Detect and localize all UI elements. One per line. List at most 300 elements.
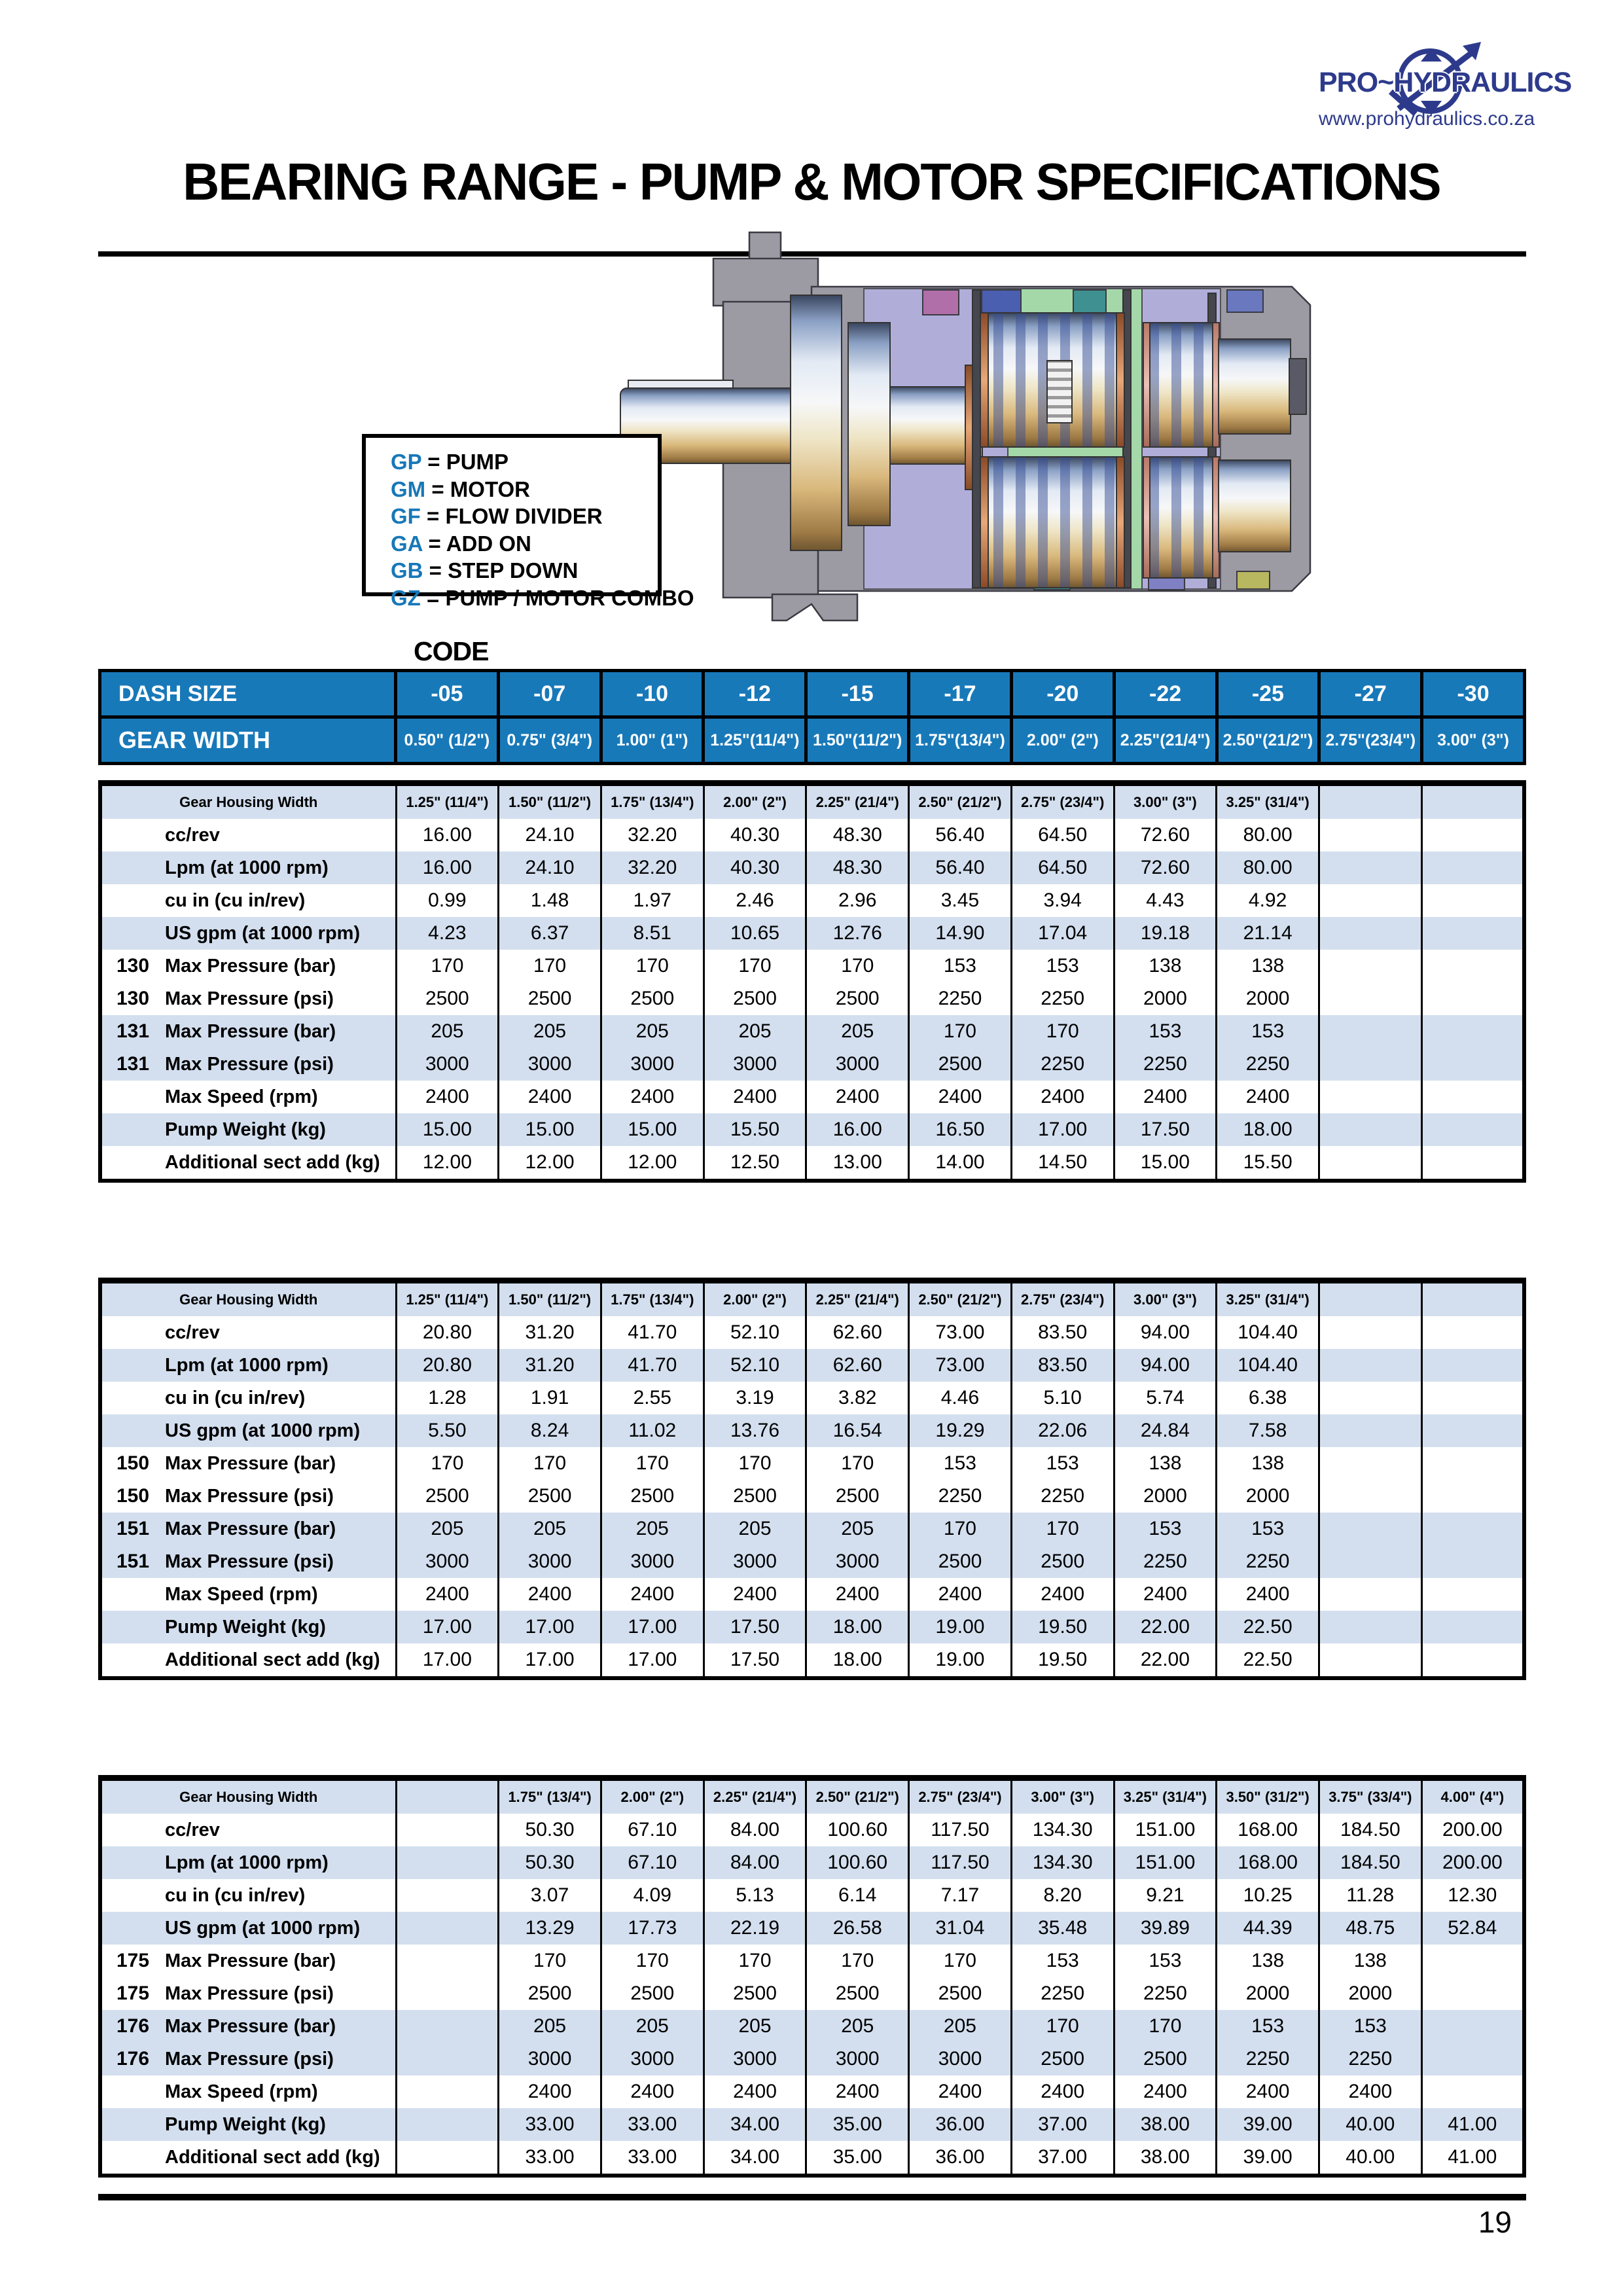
value-cell: 83.50: [1011, 1316, 1114, 1349]
value-cell: [1319, 1015, 1421, 1048]
value-cell: 2400: [909, 2075, 1012, 2108]
row-label: Max Pressure (bar): [165, 956, 336, 977]
row-label: cu in (cu in/rev): [165, 890, 306, 911]
dash-size-row: [100, 671, 1525, 717]
row-label: Max Pressure (psi): [165, 1486, 334, 1507]
value-cell: 3.82: [806, 1382, 909, 1414]
value-cell: [1421, 1015, 1524, 1048]
row-label-cell: [100, 2010, 396, 2043]
value-cell: 2500: [601, 982, 704, 1015]
value-cell: 52.10: [704, 1349, 806, 1382]
value-cell: 138: [1114, 950, 1217, 982]
value-cell: 153: [1319, 2010, 1421, 2043]
value-cell: 19.00: [909, 1611, 1012, 1643]
row-label-cell: [100, 1349, 396, 1382]
value-cell: 151.00: [1114, 1846, 1217, 1879]
value-cell: [1319, 1316, 1421, 1349]
value-cell: [1421, 1316, 1524, 1349]
value-cell: 2000: [1319, 1977, 1421, 2010]
value-cell: 72.60: [1114, 852, 1217, 884]
code-cell: -10: [601, 671, 704, 717]
value-cell: 35.00: [806, 2141, 909, 2176]
model-number: 131: [116, 1053, 150, 1075]
value-cell: 94.00: [1114, 1349, 1217, 1382]
value-cell: 170: [1011, 1513, 1114, 1545]
value-cell: 8.51: [601, 917, 704, 950]
value-cell: 24.84: [1114, 1414, 1217, 1447]
value-cell: 170: [704, 1447, 806, 1480]
spec-row: [100, 1977, 1524, 2010]
value-cell: 9.21: [1114, 1879, 1217, 1912]
row-label: Max Speed (rpm): [165, 2081, 318, 2102]
value-cell: 2500: [704, 1977, 806, 2010]
legend-item-gm: GM = MOTOR: [391, 476, 531, 501]
column-header-cell: 3.00" (3"): [1114, 1281, 1217, 1317]
value-cell: 24.10: [499, 852, 601, 884]
value-cell: 10.25: [1217, 1879, 1319, 1912]
value-cell: 41.70: [601, 1349, 704, 1382]
column-header-cell: 2.75" (23/4"): [1011, 783, 1114, 819]
value-cell: 2000: [1217, 1480, 1319, 1513]
value-cell: [1421, 1643, 1524, 1678]
value-cell: 36.00: [909, 2108, 1012, 2141]
value-cell: 2400: [601, 1081, 704, 1113]
row-label: US gpm (at 1000 rpm): [165, 1420, 361, 1441]
value-cell: 153: [1011, 1447, 1114, 1480]
spec-row: [100, 1349, 1524, 1382]
value-cell: 2.55: [601, 1382, 704, 1414]
value-cell: 2250: [909, 1480, 1012, 1513]
spec-row: [100, 1048, 1524, 1081]
value-cell: 11.28: [1319, 1879, 1421, 1912]
value-cell: [1421, 1945, 1524, 1977]
value-cell: 2000: [1217, 982, 1319, 1015]
value-cell: 19.18: [1114, 917, 1217, 950]
value-cell: 3.07: [499, 1879, 601, 1912]
value-cell: 2400: [909, 1578, 1012, 1611]
value-cell: 8.20: [1011, 1879, 1114, 1912]
value-cell: 2500: [806, 1480, 909, 1513]
row-label: cu in (cu in/rev): [165, 1388, 306, 1408]
column-header-cell: 2.00" (2"): [601, 1778, 704, 1814]
legend-item-gb: GB = STEP DOWN: [391, 558, 579, 583]
value-cell: 24.10: [499, 819, 601, 852]
value-cell: 48.75: [1319, 1912, 1421, 1945]
value-cell: 22.19: [704, 1912, 806, 1945]
spec-row: [100, 1545, 1524, 1578]
page-title: BEARING RANGE - PUMP & MOTOR SPECIFICATIONS: [183, 152, 1440, 211]
value-cell: 5.10: [1011, 1382, 1114, 1414]
value-cell: [1319, 1447, 1421, 1480]
value-cell: [1421, 2075, 1524, 2108]
value-cell: 12.00: [396, 1146, 499, 1181]
value-cell: 2500: [704, 982, 806, 1015]
spec-table-175-176: [98, 1775, 1526, 2178]
value-cell: 4.92: [1217, 884, 1319, 917]
footer-rule: [98, 2194, 1526, 2200]
column-header-cell: [396, 1778, 499, 1814]
value-cell: 12.30: [1421, 1879, 1524, 1912]
value-cell: 205: [806, 1015, 909, 1048]
value-cell: 170: [1114, 2010, 1217, 2043]
value-cell: 170: [704, 1945, 806, 1977]
value-cell: [1421, 982, 1524, 1015]
spec-header-row: [100, 1778, 1524, 1814]
column-header-cell: [1421, 783, 1524, 819]
value-cell: 3000: [806, 1048, 909, 1081]
value-cell: [1421, 1513, 1524, 1545]
row-label: Max Pressure (psi): [165, 988, 334, 1009]
value-cell: 153: [1011, 950, 1114, 982]
legend-item-gp: GP = PUMP: [391, 450, 509, 474]
value-cell: 32.20: [601, 819, 704, 852]
value-cell: [396, 2141, 499, 2176]
value-cell: 18.00: [806, 1643, 909, 1678]
value-cell: 4.43: [1114, 884, 1217, 917]
row-label: Pump Weight (kg): [165, 1617, 326, 1638]
value-cell: 138: [1319, 1945, 1421, 1977]
value-cell: 205: [601, 1015, 704, 1048]
value-cell: 10.65: [704, 917, 806, 950]
value-cell: [1421, 1048, 1524, 1081]
row-label-cell: [100, 1113, 396, 1146]
spec-row: [100, 1611, 1524, 1643]
value-cell: 2400: [1114, 1578, 1217, 1611]
value-cell: 205: [704, 1513, 806, 1545]
value-cell: 35.48: [1011, 1912, 1114, 1945]
row-label-cell: [100, 1846, 396, 1879]
value-cell: [1319, 884, 1421, 917]
value-cell: [1421, 1447, 1524, 1480]
row-label: cc/rev: [165, 825, 220, 846]
value-cell: 2500: [499, 1977, 601, 2010]
value-cell: 2250: [1319, 2043, 1421, 2075]
row-label: Lpm (at 1000 rpm): [165, 1355, 329, 1376]
value-cell: 205: [704, 2010, 806, 2043]
value-cell: 2500: [1114, 2043, 1217, 2075]
spec-table-130-131: [98, 780, 1526, 1183]
spec-row: [100, 1414, 1524, 1447]
value-cell: 104.40: [1217, 1316, 1319, 1349]
model-number: 175: [116, 1950, 150, 1971]
value-cell: [1319, 1643, 1421, 1678]
row-label: Max Pressure (bar): [165, 1453, 336, 1474]
value-cell: 6.14: [806, 1879, 909, 1912]
value-cell: 2250: [1011, 982, 1114, 1015]
model-number: 150: [116, 1485, 150, 1507]
value-cell: 22.50: [1217, 1643, 1319, 1678]
value-cell: 205: [806, 2010, 909, 2043]
value-cell: 16.00: [396, 819, 499, 852]
value-cell: 2400: [1217, 2075, 1319, 2108]
row-label: cu in (cu in/rev): [165, 1885, 306, 1906]
value-cell: 184.50: [1319, 1846, 1421, 1879]
value-cell: 15.00: [499, 1113, 601, 1146]
value-cell: [1421, 1146, 1524, 1181]
value-cell: 34.00: [704, 2108, 806, 2141]
value-cell: 2400: [1011, 2075, 1114, 2108]
column-header-cell: 3.25" (31/4"): [1217, 1281, 1319, 1317]
value-cell: 2250: [1114, 1048, 1217, 1081]
row-label-cell: [100, 1316, 396, 1349]
logo-website-link[interactable]: www.prohydraulics.co.za: [1319, 108, 1535, 130]
value-cell: 153: [1011, 1945, 1114, 1977]
spec-row: [100, 1480, 1524, 1513]
value-cell: 6.37: [499, 917, 601, 950]
column-header-cell: 1.75" (13/4"): [601, 1281, 704, 1317]
value-cell: 12.50: [704, 1146, 806, 1181]
value-cell: 3000: [704, 2043, 806, 2075]
code-cell: -27: [1319, 671, 1422, 717]
value-cell: 2.96: [806, 884, 909, 917]
value-cell: [1319, 1545, 1421, 1578]
value-cell: 56.40: [909, 819, 1012, 852]
row-label: Max Pressure (psi): [165, 1983, 334, 2004]
value-cell: [1319, 819, 1421, 852]
code-cell: 1.25"(11/4"): [704, 717, 806, 764]
spec-row: [100, 1578, 1524, 1611]
value-cell: 37.00: [1011, 2108, 1114, 2141]
value-cell: [1421, 819, 1524, 852]
value-cell: 170: [601, 1447, 704, 1480]
value-cell: 39.00: [1217, 2108, 1319, 2141]
value-cell: [1319, 950, 1421, 982]
row-label: cc/rev: [165, 1322, 220, 1343]
spec-row: [100, 2075, 1524, 2108]
value-cell: [396, 1945, 499, 1977]
value-cell: 205: [396, 1015, 499, 1048]
row-label: Max Pressure (bar): [165, 1518, 336, 1539]
value-cell: 83.50: [1011, 1349, 1114, 1382]
value-cell: 138: [1217, 1945, 1319, 1977]
value-cell: 2500: [806, 1977, 909, 2010]
value-cell: 205: [499, 1015, 601, 1048]
value-cell: 38.00: [1114, 2141, 1217, 2176]
value-cell: 153: [1114, 1513, 1217, 1545]
value-cell: 64.50: [1011, 852, 1114, 884]
code-cell: -12: [704, 671, 806, 717]
spec-row: [100, 819, 1524, 852]
value-cell: 67.10: [601, 1846, 704, 1879]
column-header-cell: 3.00" (3"): [1114, 783, 1217, 819]
value-cell: 2400: [601, 1578, 704, 1611]
value-cell: 19.29: [909, 1414, 1012, 1447]
value-cell: 22.50: [1217, 1611, 1319, 1643]
value-cell: 2400: [1114, 2075, 1217, 2108]
value-cell: 21.14: [1217, 917, 1319, 950]
value-cell: 205: [601, 2010, 704, 2043]
value-cell: [1319, 982, 1421, 1015]
value-cell: [1421, 2043, 1524, 2075]
value-cell: 2250: [909, 982, 1012, 1015]
value-cell: 100.60: [806, 1814, 909, 1846]
code-cell: 1.75"(13/4"): [909, 717, 1012, 764]
value-cell: 80.00: [1217, 819, 1319, 852]
row-label: Max Speed (rpm): [165, 1584, 318, 1605]
legend-item-gf: GF = FLOW DIVIDER: [391, 504, 603, 528]
value-cell: 100.60: [806, 1846, 909, 1879]
code-cell: 3.00" (3"): [1422, 717, 1525, 764]
value-cell: 2400: [601, 2075, 704, 2108]
value-cell: 15.50: [1217, 1146, 1319, 1181]
row-label: Additional sect add (kg): [165, 2147, 380, 2168]
value-cell: 3000: [396, 1545, 499, 1578]
column-header-cell: 2.50" (21/2"): [806, 1778, 909, 1814]
column-header-cell: 2.25" (21/4"): [704, 1778, 806, 1814]
value-cell: 2400: [806, 2075, 909, 2108]
model-number: 175: [116, 1982, 150, 2004]
value-cell: 33.00: [601, 2141, 704, 2176]
value-cell: [1319, 852, 1421, 884]
value-cell: 2400: [396, 1081, 499, 1113]
value-cell: 2400: [806, 1578, 909, 1611]
value-cell: [1421, 950, 1524, 982]
value-cell: 2400: [909, 1081, 1012, 1113]
value-cell: 12.00: [601, 1146, 704, 1181]
value-cell: 153: [1217, 1513, 1319, 1545]
value-cell: 33.00: [499, 2108, 601, 2141]
value-cell: 2500: [909, 1048, 1012, 1081]
row-label-cell: [100, 1414, 396, 1447]
value-cell: 2250: [1011, 1048, 1114, 1081]
value-cell: 138: [1217, 1447, 1319, 1480]
value-cell: 205: [806, 1513, 909, 1545]
value-cell: 2400: [704, 1578, 806, 1611]
row-label: Max Pressure (bar): [165, 1950, 336, 1971]
column-header-cell: 2.50" (21/2"): [909, 1281, 1012, 1317]
value-cell: 2400: [499, 2075, 601, 2108]
spec-row: [100, 1382, 1524, 1414]
value-cell: [1319, 1081, 1421, 1113]
value-cell: 56.40: [909, 852, 1012, 884]
company-logo: [1319, 48, 1572, 130]
spec-row: [100, 1447, 1524, 1480]
value-cell: [1319, 1113, 1421, 1146]
spec-row: [100, 1879, 1524, 1912]
column-header-cell: 2.50" (21/2"): [909, 783, 1012, 819]
row-label-cell: [100, 1977, 396, 2010]
value-cell: 14.00: [909, 1146, 1012, 1181]
value-cell: [396, 2108, 499, 2141]
row-label-cell: [100, 2108, 396, 2141]
row-label-cell: [100, 2075, 396, 2108]
value-cell: 3000: [806, 1545, 909, 1578]
value-cell: 2500: [909, 1977, 1012, 2010]
row-label-cell: [100, 917, 396, 950]
value-cell: [1421, 1611, 1524, 1643]
row-label: Max Pressure (psi): [165, 1551, 334, 1572]
value-cell: 16.00: [806, 1113, 909, 1146]
row-label: Pump Weight (kg): [165, 2114, 326, 2135]
value-cell: 20.80: [396, 1316, 499, 1349]
value-cell: [396, 2075, 499, 2108]
value-cell: 153: [1114, 1945, 1217, 1977]
value-cell: 50.30: [499, 1814, 601, 1846]
value-cell: 3000: [499, 1545, 601, 1578]
row-label: Additional sect add (kg): [165, 1649, 380, 1670]
code-legend-box: [362, 434, 694, 610]
column-header-cell: 2.25" (21/4"): [806, 783, 909, 819]
spec-row: [100, 1146, 1524, 1181]
value-cell: 32.20: [601, 852, 704, 884]
value-cell: 200.00: [1421, 1846, 1524, 1879]
value-cell: 41.00: [1421, 2141, 1524, 2176]
value-cell: 84.00: [704, 1846, 806, 1879]
value-cell: 3000: [396, 1048, 499, 1081]
value-cell: 17.04: [1011, 917, 1114, 950]
code-cell: -15: [806, 671, 909, 717]
value-cell: 3000: [704, 1545, 806, 1578]
value-cell: 3000: [499, 2043, 601, 2075]
value-cell: 17.00: [396, 1611, 499, 1643]
row-label-cell: [100, 1513, 396, 1545]
value-cell: 15.00: [1114, 1146, 1217, 1181]
value-cell: 2000: [1217, 1977, 1319, 2010]
value-cell: [396, 1814, 499, 1846]
row-label-cell: [100, 1447, 396, 1480]
value-cell: 16.54: [806, 1414, 909, 1447]
value-cell: 17.50: [704, 1643, 806, 1678]
value-cell: [396, 1977, 499, 2010]
value-cell: [396, 1912, 499, 1945]
value-cell: 205: [601, 1513, 704, 1545]
value-cell: [1319, 1382, 1421, 1414]
column-header-cell: 1.25" (11/4"): [396, 1281, 499, 1317]
value-cell: [1421, 917, 1524, 950]
value-cell: 17.00: [1011, 1113, 1114, 1146]
value-cell: 12.76: [806, 917, 909, 950]
column-header-cell: 2.25" (21/4"): [806, 1281, 909, 1317]
column-header-cell: 3.00" (3"): [1011, 1778, 1114, 1814]
value-cell: 2400: [704, 2075, 806, 2108]
value-cell: [1421, 1349, 1524, 1382]
model-number: 130: [116, 988, 150, 1009]
value-cell: 40.30: [704, 852, 806, 884]
value-cell: 12.00: [499, 1146, 601, 1181]
value-cell: 170: [499, 1945, 601, 1977]
value-cell: [1421, 1113, 1524, 1146]
row-label: US gpm (at 1000 rpm): [165, 1918, 361, 1939]
value-cell: 170: [601, 1945, 704, 1977]
value-cell: 2400: [499, 1578, 601, 1611]
value-cell: 151.00: [1114, 1814, 1217, 1846]
value-cell: [1319, 917, 1421, 950]
value-cell: 39.00: [1217, 2141, 1319, 2176]
code-heading: CODE: [414, 636, 489, 666]
code-cell: -22: [1114, 671, 1217, 717]
pump-cross-section-illustration: [615, 231, 1322, 624]
value-cell: 2250: [1011, 1977, 1114, 2010]
column-header-cell: 3.75" (33/4"): [1319, 1778, 1421, 1814]
value-cell: [1421, 1081, 1524, 1113]
column-header-cell: 3.25" (31/4"): [1114, 1778, 1217, 1814]
row-label-cell: [100, 1643, 396, 1678]
spec-row: [100, 1113, 1524, 1146]
value-cell: 31.20: [499, 1316, 601, 1349]
value-cell: 170: [704, 950, 806, 982]
row-label-cell: [100, 1611, 396, 1643]
value-cell: 2.46: [704, 884, 806, 917]
value-cell: 3.45: [909, 884, 1012, 917]
value-cell: 6.38: [1217, 1382, 1319, 1414]
value-cell: 2400: [1011, 1081, 1114, 1113]
value-cell: 37.00: [1011, 2141, 1114, 2176]
value-cell: 134.30: [1011, 1814, 1114, 1846]
value-cell: 3.19: [704, 1382, 806, 1414]
value-cell: 72.60: [1114, 819, 1217, 852]
code-cell: 0.50" (1/2"): [396, 717, 499, 764]
row-label-cell: [100, 1048, 396, 1081]
